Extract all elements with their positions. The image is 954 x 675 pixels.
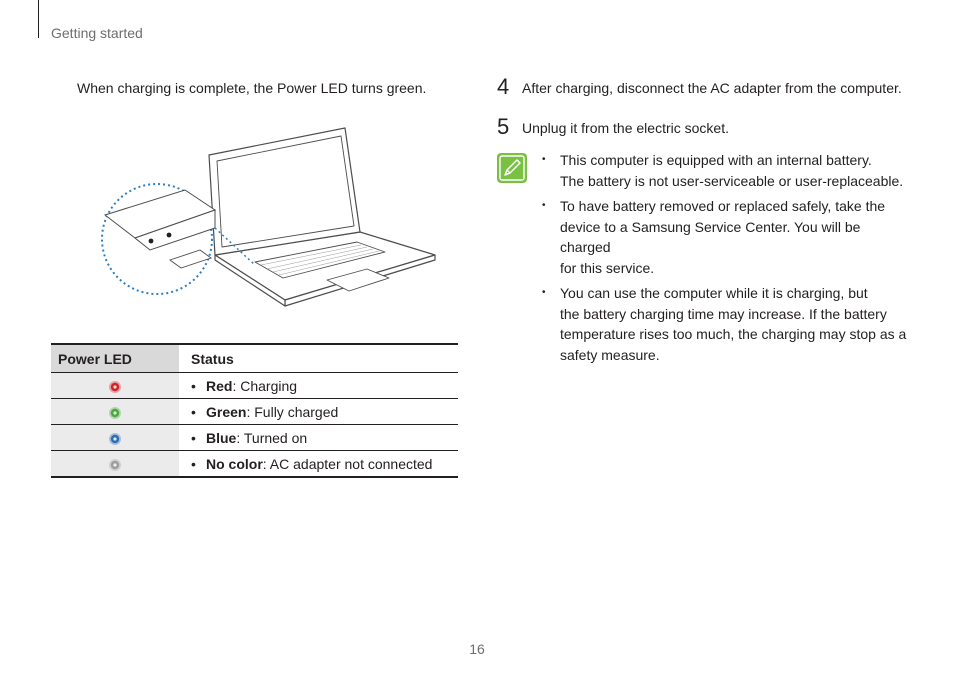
status-cell <box>179 373 458 399</box>
note-item <box>542 196 907 278</box>
column-header-power-led: Power LED <box>51 344 179 373</box>
note-line: the battery charging time may increase. If the battery <box>560 305 887 322</box>
note-line: device to a Samsung Service Center. You will be charged <box>560 218 861 255</box>
led-cell <box>51 451 179 478</box>
table-row <box>51 425 458 451</box>
led-status-text: : Fully charged <box>246 403 339 420</box>
led-indicator-icon <box>108 432 122 446</box>
led-status-text: : AC adapter not connected <box>262 455 433 472</box>
status-cell <box>179 451 458 478</box>
bullet: • <box>191 403 196 420</box>
table-row <box>51 373 458 399</box>
led-color-label: Green <box>206 403 247 420</box>
table-row <box>51 399 458 425</box>
led-indicator-icon <box>108 380 122 394</box>
column-header-status: Status <box>179 344 458 373</box>
intro-text: When charging is complete, the Power LED turns green. <box>77 80 427 96</box>
led-indicator-icon <box>108 406 122 420</box>
status-cell <box>179 399 458 425</box>
table-row <box>51 451 458 478</box>
power-led-table <box>51 343 458 478</box>
note-line: This computer is equipped with an internal battery. <box>560 152 872 168</box>
bullet: • <box>542 154 546 165</box>
header-rule <box>38 0 39 38</box>
note-line: temperature rises too much, the charging may stop as a <box>560 326 907 342</box>
bullet: • <box>542 287 546 298</box>
note-line: To have battery removed or replaced safely, take the <box>560 198 886 214</box>
step-text: Unplug it from the electric socket. <box>522 120 729 136</box>
bullet: • <box>542 200 546 211</box>
led-cell <box>51 425 179 451</box>
note-line: The battery is not user-serviceable or user-replaceable. <box>560 172 904 189</box>
note-line: safety measure. <box>560 346 660 363</box>
led-color-label: Blue <box>206 429 237 446</box>
page-number: 16 <box>469 641 485 657</box>
led-cell <box>51 399 179 425</box>
note-pencil-icon <box>496 152 528 184</box>
note-line: for this service. <box>560 259 655 276</box>
bullet: • <box>191 455 196 472</box>
bullet: • <box>191 377 196 394</box>
note-item <box>542 283 907 365</box>
led-color-label: No color <box>206 455 263 472</box>
led-cell <box>51 373 179 399</box>
led-indicator-icon <box>108 458 122 472</box>
note-item <box>542 150 907 191</box>
laptop-illustration <box>95 120 445 320</box>
bullet: • <box>191 429 196 446</box>
led-color-label: Red <box>206 377 233 394</box>
led-status-text: : Charging <box>232 377 298 394</box>
step-text: After charging, disconnect the AC adapter from the computer. <box>522 80 902 96</box>
notes-list <box>542 150 907 370</box>
step-number: 5 <box>497 114 510 139</box>
status-cell <box>179 425 458 451</box>
section-title: Getting started <box>51 25 143 41</box>
note-line: You can use the computer while it is charging, but <box>560 285 868 301</box>
led-status-text: : Turned on <box>236 429 308 446</box>
step-number: 4 <box>497 74 510 99</box>
